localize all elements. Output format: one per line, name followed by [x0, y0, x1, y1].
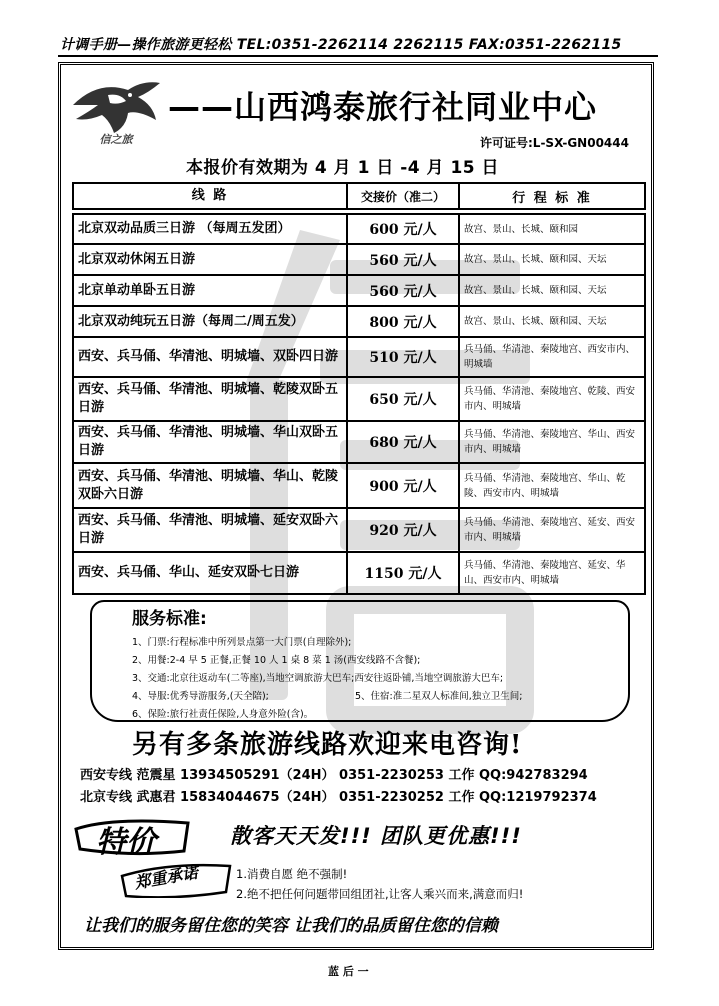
itinerary-cell: 兵马俑、华清池、秦陵地宫、乾陵、西安市内、明城墙 — [459, 377, 645, 421]
route-column-header: 线 路 — [73, 183, 347, 209]
service-item: 5、住宿:准二星双人标准间,独立卫生间; — [355, 691, 523, 702]
validity-period: 本报价有效期为 4 月 1 日 -4 月 15 日 — [186, 158, 500, 178]
eagle-logo-icon — [68, 75, 163, 145]
contact-line-beijing: 北京专线 武惠君 15834044675（24H） 0351-2230252 工作 QQ:1219792374 — [80, 790, 597, 805]
service-item: 3、交通:北京往返动车(二等座),当地空调旅游大巴车;西安往返卧铺,当地空调旅游大巴车; — [132, 673, 504, 684]
license-number: 许可证号:L-SX-GN00444 — [480, 136, 629, 150]
price-column-header: 交接价（准二） — [347, 183, 459, 209]
table-row — [73, 306, 645, 337]
price-cell: 900 元/人 — [347, 463, 459, 508]
service-item: 6、保险:旅行社责任保险,人身意外险(含)。 — [132, 709, 314, 720]
table-row — [73, 552, 645, 594]
page-footer: 蓝 后 一 — [328, 965, 369, 978]
promise-badge: 郑重承诺 — [133, 862, 200, 893]
itinerary-cell: 兵马俑、华清池、秦陵地宫、延安、西安市内、明城墙 — [459, 508, 645, 552]
price-cell: 560 元/人 — [347, 244, 459, 275]
table-row — [73, 244, 645, 275]
slogan: 另有多条旅游线路欢迎来电咨询! — [132, 730, 523, 760]
route-cell: 西安、兵马俑、华清池、明城墙、华山双卧五日游 — [73, 421, 347, 463]
itinerary-cell: 兵马俑、华清池、秦陵地宫、西安市内、明城墙 — [459, 337, 645, 377]
logo-text: 信之旅 — [99, 133, 133, 145]
promise-item: 2.绝不把任何问题带回组团社,让客人乘兴而来,满意而归! — [236, 887, 524, 901]
route-cell: 北京双动休闲五日游 — [73, 244, 347, 275]
route-cell: 西安、兵马俑、华山、延安双卧七日游 — [73, 552, 347, 594]
price-cell: 680 元/人 — [347, 421, 459, 463]
price-cell: 650 元/人 — [347, 377, 459, 421]
price-table — [72, 182, 646, 595]
price-cell: 1150 元/人 — [347, 552, 459, 594]
table-row — [73, 337, 645, 377]
special-price-badge: 特价 — [96, 825, 156, 860]
contact-line-xian: 西安专线 范震星 13934505291（24H） 0351-2230253 工作 QQ:942783294 — [80, 768, 588, 783]
table-row — [73, 214, 645, 244]
service-item: 2、用餐:2-4 早 5 正餐,正餐 10 人 1 桌 8 菜 1 汤(西安线路不含餐); — [132, 655, 421, 666]
itinerary-cell: 兵马俑、华清池、秦陵地宫、延安、华山、西安市内、明城墙 — [459, 552, 645, 594]
itinerary-cell: 兵马俑、华清池、秦陵地宫、华山、西安市内、明城墙 — [459, 421, 645, 463]
price-cell: 600 元/人 — [347, 214, 459, 244]
table-row — [73, 421, 645, 463]
promise-item: 1.消费自愿 绝不强制! — [236, 867, 348, 881]
service-item: 1、门票:行程标准中所列景点第一大门票(自理除外); — [132, 637, 352, 648]
route-cell: 西安、兵马俑、华清池、明城墙、双卧四日游 — [73, 337, 347, 377]
table-header-row — [73, 183, 645, 209]
table-row — [73, 275, 645, 306]
top-divider — [58, 55, 658, 57]
itinerary-cell: 故宫、景山、长城、颐和园、天坛 — [459, 306, 645, 337]
closing-slogan: 让我们的服务留住您的笑容 让我们的品质留住您的信赖 — [84, 916, 498, 936]
service-item: 4、导服:优秀导游服务,(天全陪); — [132, 691, 269, 702]
service-title: 服务标准: — [132, 609, 207, 629]
itinerary-cell: 故宫、景山、长城、颐和园 — [459, 214, 645, 244]
top-banner: 计调手册—操作旅游更轻松 TEL:0351-2262114 2262115 FAX:0351-2262115 — [60, 37, 622, 53]
itinerary-cell: 故宫、景山、长城、颐和园、天坛 — [459, 244, 645, 275]
route-cell: 北京单动单卧五日游 — [73, 275, 347, 306]
route-cell: 西安、兵马俑、华清池、明城墙、乾陵双卧五日游 — [73, 377, 347, 421]
price-cell: 920 元/人 — [347, 508, 459, 552]
table-row — [73, 508, 645, 552]
itinerary-column-header: 行 程 标 准 — [459, 183, 645, 209]
route-cell: 西安、兵马俑、华清池、明城墙、延安双卧六日游 — [73, 508, 347, 552]
route-cell: 北京双动品质三日游 （每周五发团） — [73, 214, 347, 244]
route-cell: 西安、兵马俑、华清池、明城墙、华山、乾陵双卧六日游 — [73, 463, 347, 508]
daily-departure-text: 散客天天发!!! 团队更优惠!!! — [230, 824, 522, 848]
price-cell: 800 元/人 — [347, 306, 459, 337]
itinerary-cell: 故宫、景山、长城、颐和园、天坛 — [459, 275, 645, 306]
table-row — [73, 463, 645, 508]
route-cell: 北京双动纯玩五日游（每周二/周五发） — [73, 306, 347, 337]
price-cell: 560 元/人 — [347, 275, 459, 306]
table-row — [73, 377, 645, 421]
itinerary-cell: 兵马俑、华清池、秦陵地宫、华山、乾陵、西安市内、明城墙 — [459, 463, 645, 508]
price-cell: 510 元/人 — [347, 337, 459, 377]
page-title: ——山西鸿泰旅行社同业中心 — [168, 88, 598, 126]
